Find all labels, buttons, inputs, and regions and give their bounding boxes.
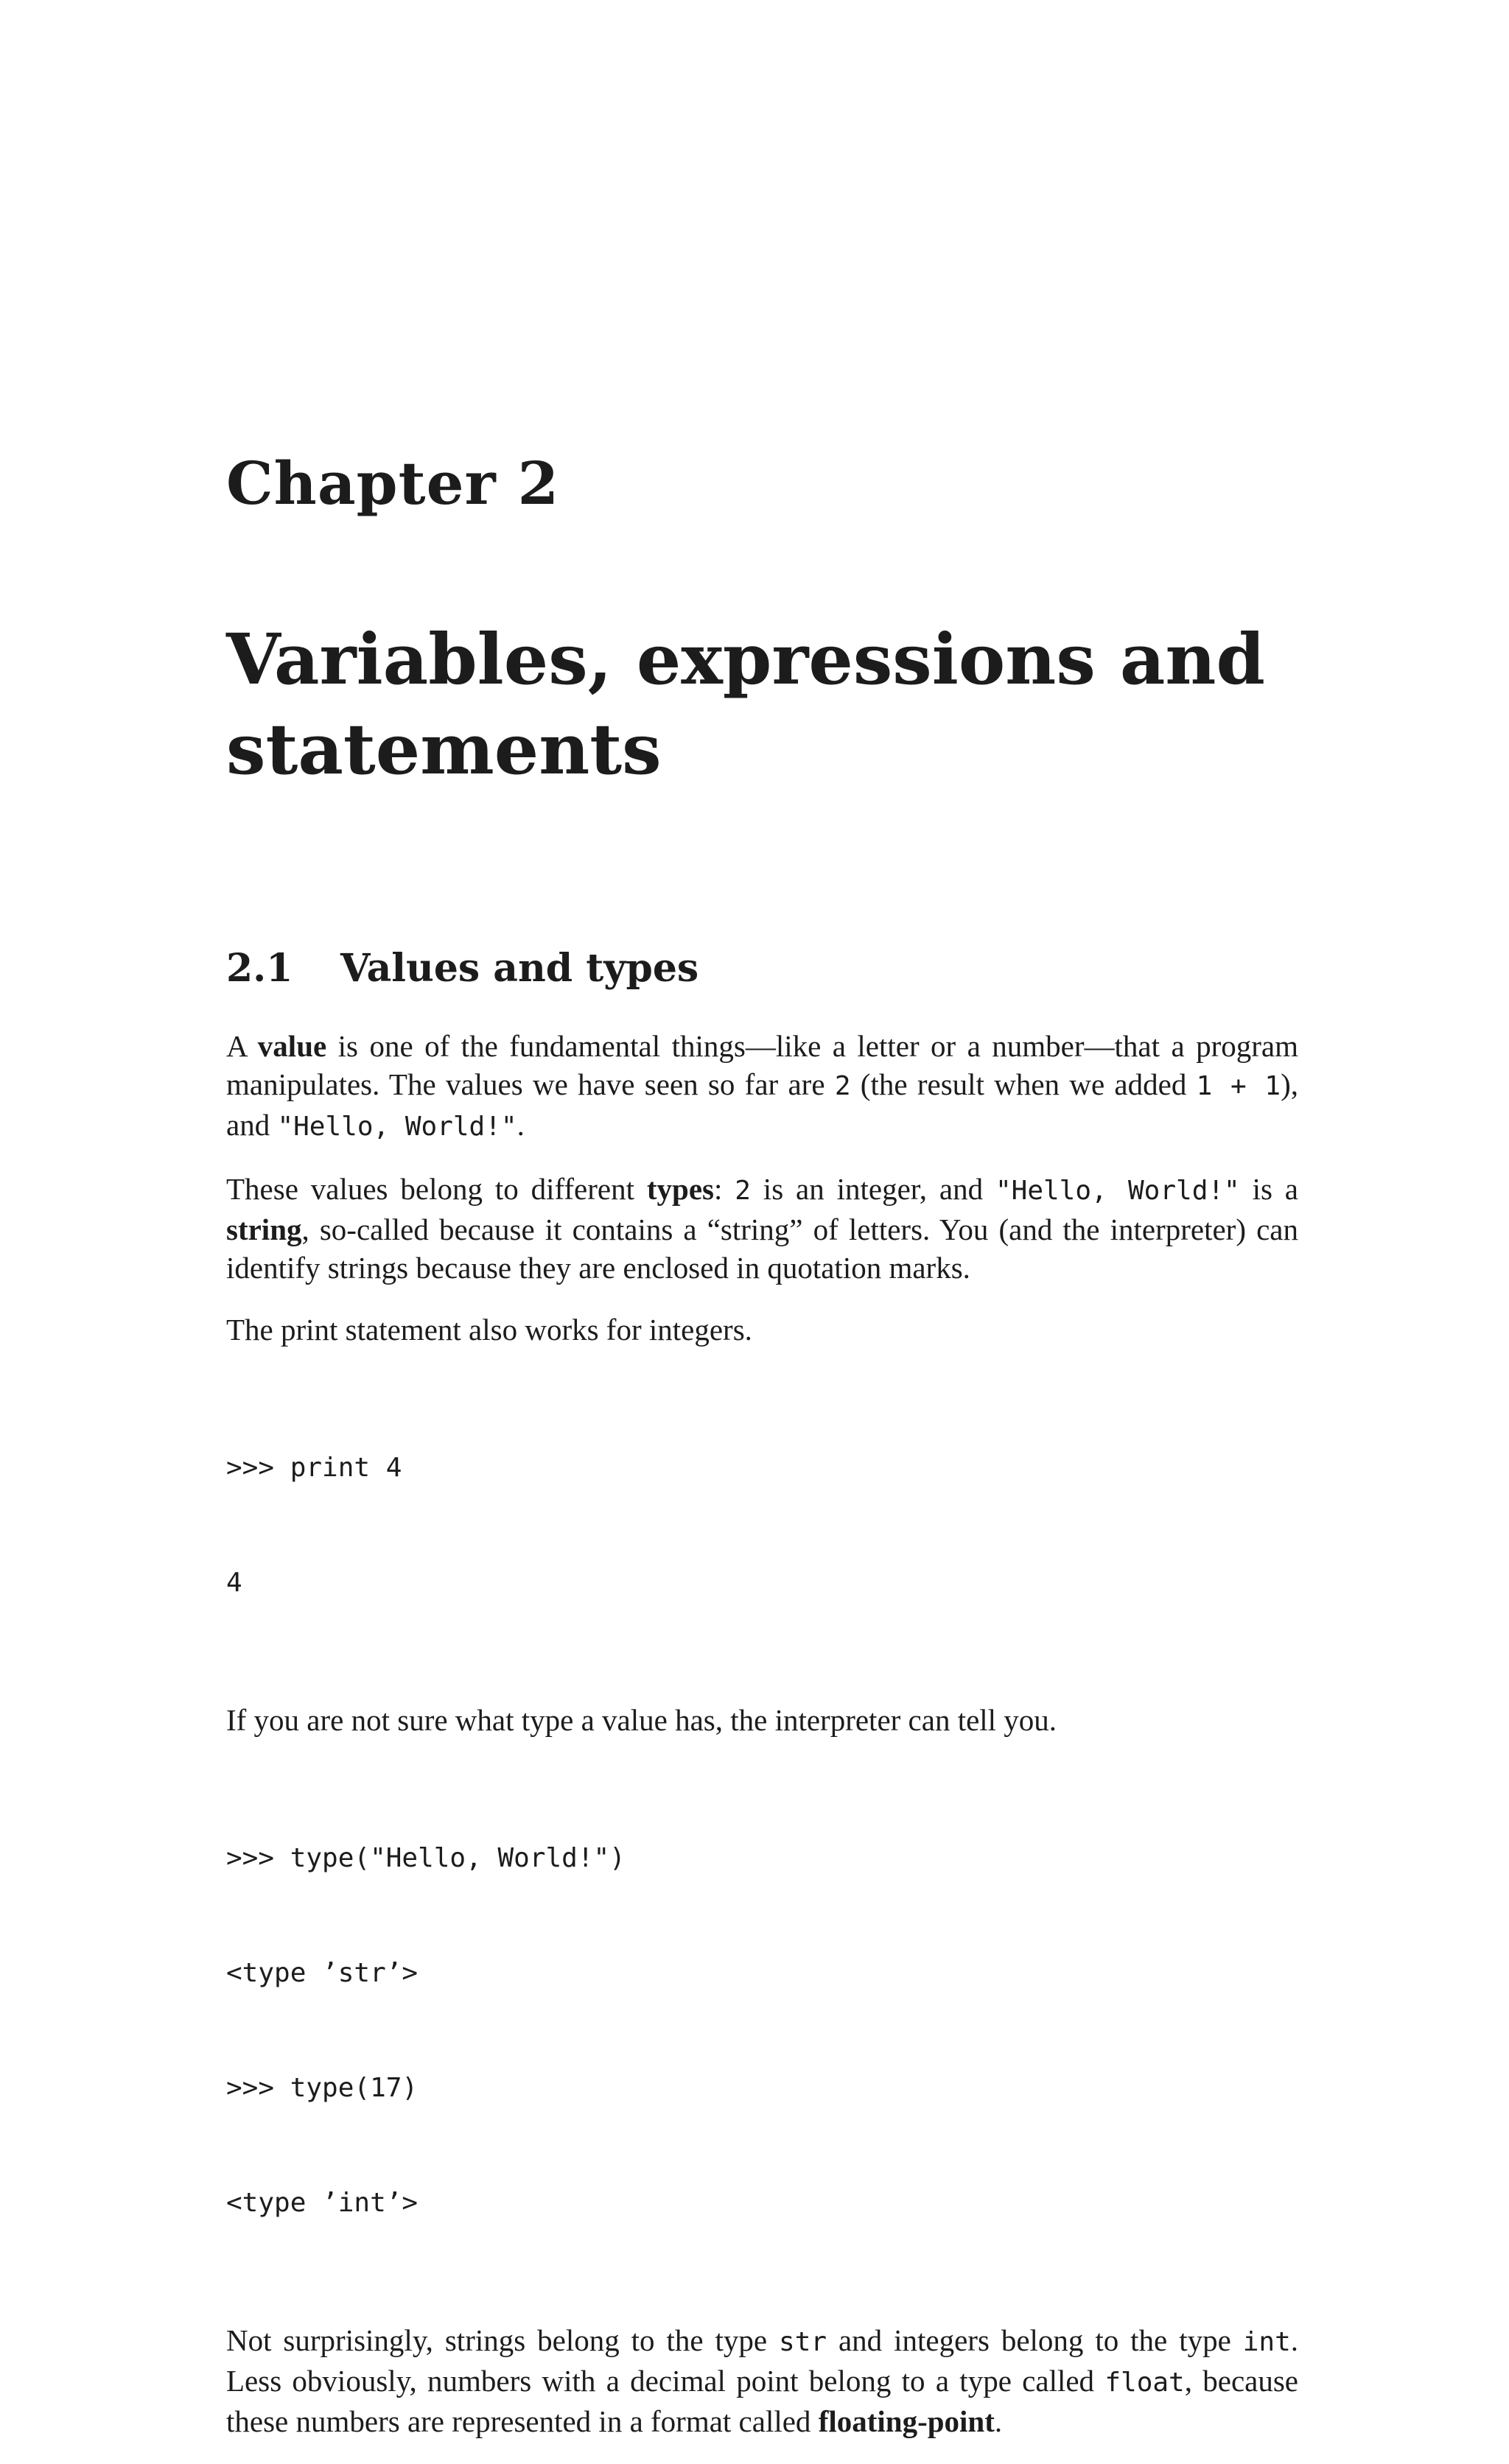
text-run: is an integer, and <box>750 1172 995 1206</box>
inline-code: 1 + 1 <box>1196 1071 1281 1101</box>
inline-code: "Hello, World!" <box>277 1112 517 1142</box>
paragraph-types <box>226 1170 1298 1287</box>
text-run: : <box>713 1172 735 1206</box>
inline-code: 2 <box>735 1176 751 1206</box>
inline-code: str <box>779 2327 827 2357</box>
text-run: A <box>226 1029 258 1063</box>
paragraph-value-definition <box>226 1027 1298 1146</box>
term-types: types <box>646 1172 714 1206</box>
text-run: (the result when we added <box>850 1067 1197 1101</box>
inline-code: 2 <box>834 1071 851 1101</box>
inline-code: "Hello, World!" <box>995 1176 1240 1206</box>
term-floating-point: floating-point <box>818 2404 995 2438</box>
paragraph-float <box>226 2321 1298 2440</box>
code-block-type <box>226 1763 1298 2299</box>
inline-code: int <box>1242 2327 1291 2357</box>
section-heading <box>226 943 699 994</box>
section-body <box>226 1027 1298 2464</box>
text-run: . <box>994 2404 1003 2438</box>
chapter-title: Variables, expressions and statements <box>226 619 1265 790</box>
text-run: . Less obviously, numbers with a decimal point belong to a type called <box>226 2323 1298 2398</box>
text-run: is a <box>1239 1172 1299 1206</box>
code-line: <type ’str’> <box>226 1958 419 1988</box>
text-run: , because these numbers are represented in a format called <box>226 2364 1298 2438</box>
code-line: 4 <box>226 1568 242 1598</box>
section-number: 2.1 <box>226 946 293 991</box>
paragraph-print-integers: The print statement also works for integers. <box>226 1313 752 1347</box>
text-run: , so-called because it contains a “string” of letters. You (and the interpreter) can identify strings because they are enclosed in quotation marks. <box>226 1212 1298 1285</box>
term-value: value <box>257 1029 327 1063</box>
text-run: is one of the fundamental things—like a letter or a number—that a program manipulates. The values we have seen so far are <box>226 1029 1298 1101</box>
code-line: >>> type(17) <box>226 2073 419 2103</box>
code-line: >>> print 4 <box>226 1453 402 1483</box>
text-run: . <box>517 1108 525 1142</box>
text-run: and integers belong to the type <box>827 2323 1243 2357</box>
text-run: These values belong to different <box>226 1172 647 1206</box>
text-run: ), and <box>226 1067 1299 1142</box>
text-run: Not surprisingly, strings belong to the type <box>226 2323 780 2357</box>
chapter-label: Chapter 2 <box>226 449 560 518</box>
code-line: >>> type("Hello, World!") <box>226 1843 626 1873</box>
code-block-print <box>226 1372 1298 1679</box>
term-string: string <box>226 1212 302 1246</box>
inline-code: float <box>1104 2368 1185 2398</box>
section-title: Values and types <box>340 946 699 991</box>
paragraph-type-query: If you are not sure what type a value has, the interpreter can tell you. <box>226 1703 1057 1737</box>
code-line: <type ’int’> <box>226 2188 419 2218</box>
